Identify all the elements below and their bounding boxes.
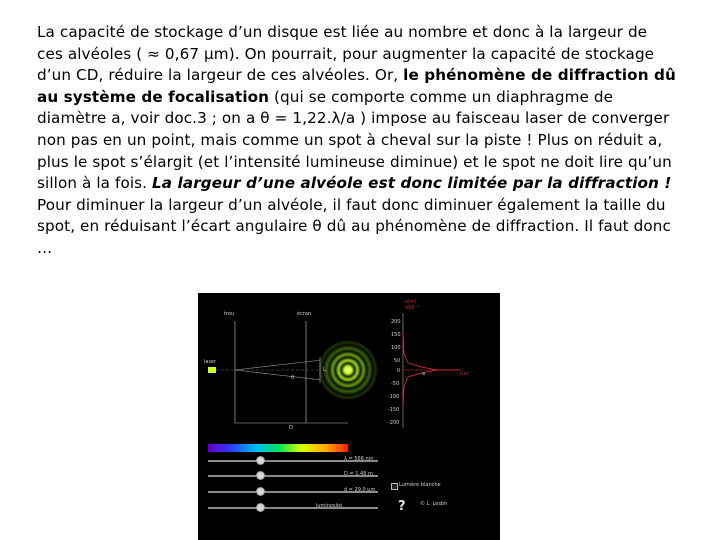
label-theta: θ: [291, 375, 295, 381]
diffraction-simulation: [198, 293, 500, 540]
curve-label-a: a: [422, 371, 426, 377]
simulation-drawing: [198, 293, 500, 540]
paragraph-1-bold-a: le phénomène de diffraction dû au système de focalisation: [37, 66, 676, 106]
credit-text: © L. Lesbh: [420, 501, 448, 507]
white-light-checkbox[interactable]: [391, 483, 398, 490]
slider-luminosity-track[interactable]: [208, 507, 378, 509]
slider-lambda-knob[interactable]: [256, 456, 265, 465]
laser-source: [208, 367, 216, 373]
axis-tick: 100: [391, 345, 401, 351]
slider-D-label: D = 1.48 m: [344, 471, 373, 477]
paragraph-2-text: Pour diminuer la largeur d’un alvéole, il faut donc diminuer également la taille du spot, en réduisant l’écart angulaire θ dû au phénomène de diffraction. Il faut donc …: [37, 195, 671, 257]
paragraph-1-text-a: La capacité de stockage d’un disque est liée au nombre et donc à la largeur de ces alvéoles ( ≈ 0,67 μm). On pourrait, pour augmenter la capacité de stockage d’un CD, réduire la largeur de ces alvéoles. Or,: [37, 23, 655, 85]
label-laser: laser: [204, 359, 217, 365]
axis-top-label: x(m) x10⁻³: [405, 299, 419, 311]
axis-tick: 200: [391, 319, 401, 325]
axis-tick: 50: [394, 358, 401, 364]
axis-tick: -50: [391, 381, 400, 387]
axis-tick: 0: [397, 368, 401, 374]
slider-D-knob[interactable]: [256, 471, 265, 480]
slider-lambda-label: λ = 566 nm: [344, 456, 374, 462]
help-icon[interactable]: ?: [398, 499, 406, 514]
paragraph-1-bold-b: La largeur d’une alvéole est donc limitée par la diffraction !: [152, 174, 672, 193]
wavelength-spectrum[interactable]: [208, 444, 348, 452]
axis-tick: -200: [388, 420, 400, 426]
slider-luminosity-knob[interactable]: [256, 503, 265, 512]
label-L: L: [323, 367, 326, 373]
label-ecran: écran: [297, 311, 312, 317]
body-text: [37, 22, 677, 260]
axis-tick: 150: [391, 332, 401, 338]
curve-label-i: I(x): [460, 371, 469, 377]
label-trou: trou: [224, 311, 235, 317]
paragraph-1-text-b: (qui se comporte comme un diaphragme de diamètre a, voir doc.3 ; on a θ = 1,22.λ/a ) impose au faisceau laser de converger non pas en un point, mais comme un spot à cheval sur la piste ! Plus on réduit a, plus le spot s’élargit (et l’intensité lumineuse diminue) et le spot ne doit lire qu’un sillon à la fois.: [37, 87, 672, 193]
axis-tick: -150: [388, 407, 400, 413]
diffraction-pattern: [318, 340, 378, 400]
axis-tick: -100: [388, 394, 400, 400]
white-light-label: Lumière blanche: [399, 482, 441, 488]
slider-luminosity-label: luminosité: [316, 503, 343, 509]
slider-d-knob[interactable]: [256, 487, 265, 496]
label-D: D: [289, 425, 293, 431]
slider-d-label: d = 29.0 μm: [344, 487, 376, 493]
